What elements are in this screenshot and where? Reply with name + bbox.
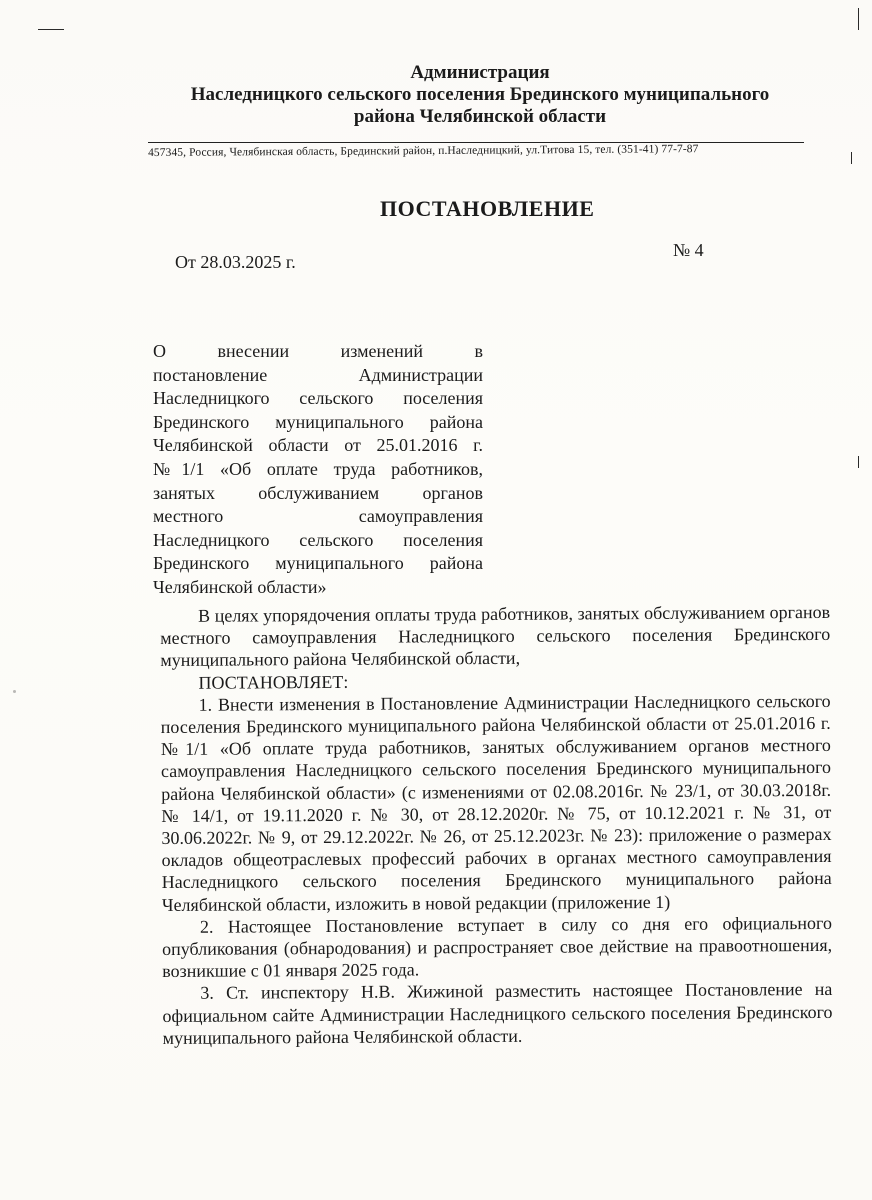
scan-mark-right-2 xyxy=(858,456,859,468)
item-1-paragraph: 1. Внести изменения в Постановление Администрации Наследницкого сельского поселения Брединского муниципального района Челябинской области от 25.01.2016 г. №1/1 «Об оплате труда работников, занятых обслуживанием органов местного самоуправления Наследницкого сельского поселения Брединского муниципального района Челябинской области» (с изменениями от 02.08.2016г. № 23/1, от 30.03.2018г. № 14/1, от 19.11.2020 г. № 30, от 28.12.2020г. № 75, от 10.12.2021 г. № 31, от 30.06.2022г. № 9, от 29.12.2022г. № 26, от 25.12.2023г. № 23): приложение о размерах окладов общеотраслевых профессий рабочих в органах местного самоуправления Наследницкого сельского поселения Брединского муниципального района Челябинской области, изложить в новой редакции (приложение 1) xyxy=(160,690,832,915)
subject-line: Брединского муниципального района xyxy=(153,411,483,432)
subject-line: №1/1 «Об оплате труда работников, xyxy=(153,458,483,479)
address-line: 457345, Россия, Челябинская область, Брединский район, п.Наследницкий, ул.Титова 15, тел. (351-41) 77-7-87 xyxy=(148,143,699,159)
scan-dot-left xyxy=(13,690,16,693)
subject-line: местного самоуправления xyxy=(153,506,483,527)
document-date: От 28.03.2025 г. xyxy=(175,252,296,272)
item-2-paragraph: 2. Настоящее Постановление вступает в силу со дня его официального опубликования (обнародования) и распространяет свое действие на правоотношения, возникшие с 01 января 2025 года. xyxy=(162,912,833,982)
resolve-heading: ПОСТАНОВЛЯЕТ: xyxy=(198,671,349,693)
letterhead-line-3: района Челябинской области xyxy=(353,106,607,127)
subject-line: постановление Администрации xyxy=(153,364,483,385)
subject-line: занятых обслуживанием органов xyxy=(153,482,483,503)
scan-mark-right-1 xyxy=(851,152,852,164)
letterhead-line-2: Наследницкого сельского поселения Брединского муниципального xyxy=(190,84,770,105)
document-type-title: ПОСТАНОВЛЕНИЕ xyxy=(380,196,595,221)
scan-mark-top-left xyxy=(38,29,64,30)
subject-block xyxy=(153,340,483,600)
preamble-paragraph: В целях упорядочения оплаты труда работников, занятых обслуживанием органов местного самоуправления Наследницкого сельского поселения Брединского муниципального района Челябинской области, xyxy=(160,601,831,671)
subject-line: Брединского муниципального района xyxy=(153,553,483,574)
subject-line: Наследницкого сельского поселения xyxy=(153,388,483,409)
subject-line: Наследницкого сельского поселения xyxy=(153,529,483,550)
document-number: № 4 xyxy=(673,240,704,260)
letterhead-line-1: Администрация xyxy=(410,62,550,83)
subject-line: Челябинской области от 25.01.2016 г. xyxy=(153,435,483,456)
subject-line: Челябинской области» xyxy=(153,576,327,597)
subject-line: О внесении изменений в xyxy=(153,341,483,361)
scan-mark-top-right xyxy=(858,8,859,30)
document-body xyxy=(160,601,833,1049)
letterhead-rule xyxy=(148,142,804,143)
letterhead xyxy=(150,62,810,128)
item-3-paragraph: 3. Ст. инспектору Н.В. Жижиной разместить настоящее Постановление на официальном сайте Администрации Наследницкого сельского поселения Брединского муниципального района Челябинской области. xyxy=(162,979,833,1048)
